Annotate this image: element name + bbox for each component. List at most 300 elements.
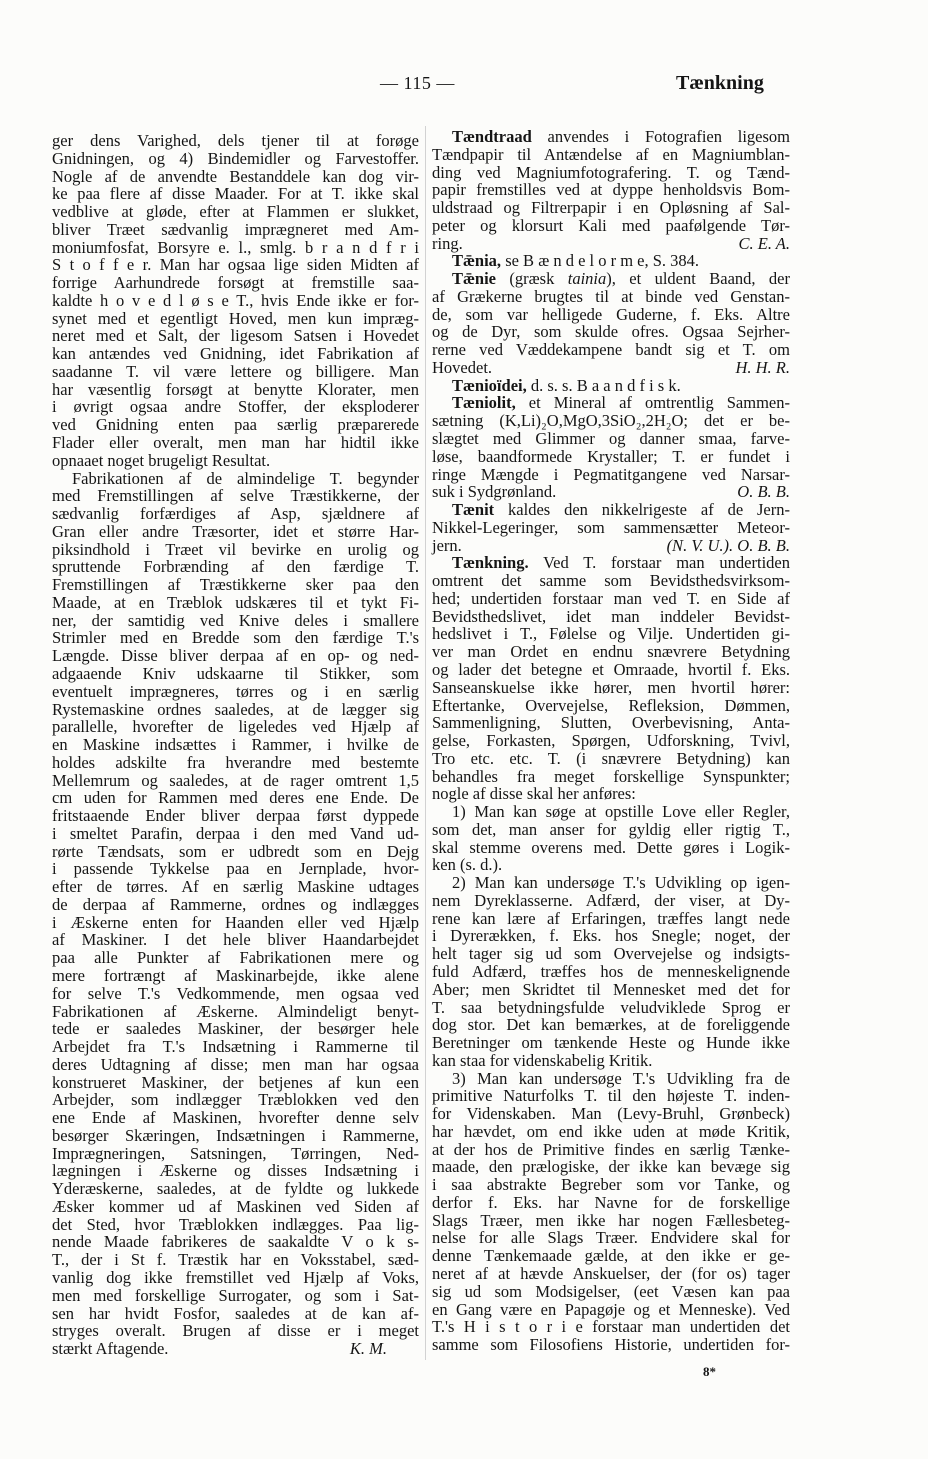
text-line xyxy=(52,701,419,719)
text-line xyxy=(432,1336,790,1354)
text-line xyxy=(432,448,790,466)
sheet-signature-mark: 8* xyxy=(703,1364,716,1379)
line-text: Sanseanskuelse ikke hører, men hvortil hører: xyxy=(432,677,790,697)
line-text: hed; undertiden forstaar man ved T. en Side af xyxy=(432,588,790,608)
text-line xyxy=(52,647,419,665)
line-text: med Fremstillingen af selve Træstikkerne, der xyxy=(52,486,419,506)
line-text: Bevidsthedslivet, idet man inddeler Bevidst- xyxy=(432,606,790,626)
text-line xyxy=(432,430,790,448)
line-text: i smeltet Parafin, derpaa i den med Vand ud- xyxy=(52,823,419,843)
headword: Tæniolit, xyxy=(452,393,516,413)
text-line xyxy=(52,967,419,985)
headword: Tændtraad xyxy=(452,127,532,146)
line-text: at der hos de Primitive findes en særlig Tænke- xyxy=(432,1139,790,1159)
line-text: Arbejder, som indlægger Træblokken ved den xyxy=(52,1090,419,1110)
italic-term: tainia xyxy=(567,269,607,289)
line-text: slægtet med Glimmer og danner smaa, farve- xyxy=(432,429,790,449)
line-text: de, som var helligede Guderne, f. Eks. Altre xyxy=(432,304,790,324)
line-text: ver man Ordet en endnu snævrere Betydning xyxy=(432,642,790,662)
text-line xyxy=(432,1176,790,1194)
line-text: mere fortrængt af Maskinarbejde, ikke alene xyxy=(52,965,419,985)
text-line xyxy=(432,1301,790,1319)
text-line xyxy=(432,323,790,341)
text-line xyxy=(432,341,790,359)
author-signature: (N. V. U.). O. B. B. xyxy=(666,535,790,555)
author-signature: K. M. xyxy=(349,1339,387,1359)
text-line xyxy=(432,945,790,963)
text-line xyxy=(432,927,790,945)
text-line xyxy=(52,931,419,949)
text-line xyxy=(52,594,419,612)
page-number: — 115 — xyxy=(380,73,455,93)
line-text: vanlig dog ikke fremstillet ved Hjælp af Voks, xyxy=(52,1268,419,1287)
headword: Tænit xyxy=(452,500,495,520)
line-text: Eftertanke, Overvejelse, Refleksion, Dømmen, xyxy=(432,695,790,715)
line-text: moniumfosfat, Borsyre e. l., smlg. b r a n d f r i xyxy=(52,237,419,257)
line-text: adgaaende Kniv udskaarne til Stikker, som xyxy=(52,663,419,683)
text-line xyxy=(432,910,790,928)
text-line xyxy=(432,466,790,484)
text-line xyxy=(52,1074,419,1092)
line-text: deres Udtagning af disse; men man har ogsaa xyxy=(52,1054,419,1074)
text-line xyxy=(52,416,419,434)
line-text: anvendes i Fotografien ligesom xyxy=(531,127,790,146)
text-line xyxy=(432,999,790,1017)
line-text: se B æ n d e l o r m e, S. 384. xyxy=(501,251,700,271)
line-text: parallelle, hvorefter de ligeledes ved Hjælp af xyxy=(52,717,419,737)
line-text: dog stor. Det kan bemærkes, at de foreliggende xyxy=(432,1015,790,1035)
text-line xyxy=(52,558,419,576)
text-line xyxy=(432,359,790,377)
author-signature: C. E. A. xyxy=(738,233,790,253)
line-text: gelse, Forkasten, Spørgen, Udforskning, Tvivl, xyxy=(432,731,790,751)
line-text: og de Dyr, som skulde ofres. Ogsaa Sejrher- xyxy=(432,322,790,342)
text-line xyxy=(432,288,790,306)
text-line xyxy=(52,1305,419,1323)
line-text: cm uden for Rammen med deres ene Ende. De xyxy=(52,788,419,808)
text-line xyxy=(432,235,790,253)
text-line xyxy=(52,398,419,416)
line-text: Sammenligning, Slutten, Overbevisning, Anta- xyxy=(432,713,790,733)
line-text: af Grækerne brugtes til at binde ved Genstan- xyxy=(432,286,790,306)
text-line xyxy=(432,128,790,146)
running-title: Tænkning xyxy=(676,72,764,94)
text-line xyxy=(52,239,419,257)
text-line xyxy=(52,327,419,345)
line-text: maade, den prælogiske, der ikke kan bevæge sig xyxy=(432,1157,790,1177)
text-line xyxy=(432,1087,790,1105)
line-text: Ved T. forstaar man undertiden xyxy=(528,553,790,573)
line-text: T. saa betydningsfulde veludviklede Sprog er xyxy=(432,997,790,1017)
text-line xyxy=(52,168,419,186)
line-body xyxy=(52,1340,168,1358)
line-text: som det, man anser for gyldig eller rigtig T., xyxy=(432,819,790,839)
line-body xyxy=(432,483,556,501)
line-text: lægningen i Æskerne og disses Indsætning i xyxy=(52,1161,419,1181)
line-text: sig ud som Modsigelser, (eet Væsen kan paa xyxy=(432,1281,790,1301)
line-text: neret med et Salt, der ligesom Satsen i Hovedet xyxy=(52,326,419,346)
text-line xyxy=(52,541,419,559)
text-line xyxy=(432,554,790,572)
text-line xyxy=(432,803,790,821)
line-text: T.'s H i s t o r i e forstaar man undertiden det xyxy=(432,1317,790,1337)
line-text: stryges overalt. Brugen af disse er i meget xyxy=(52,1321,419,1341)
text-line xyxy=(52,310,419,328)
line-text: ger dens Varighed, dels tjener til at forøge xyxy=(52,131,419,150)
headword: Tænioïdei, xyxy=(452,375,527,395)
line-text: ved Gnidning enten paa særlig præparerede xyxy=(52,415,419,435)
text-line xyxy=(52,1127,419,1145)
text-line xyxy=(432,768,790,786)
text-line xyxy=(432,590,790,608)
line-text: paa alle Punkter af Fabrikationen mere og xyxy=(52,948,419,968)
text-line xyxy=(52,470,419,488)
text-line xyxy=(432,146,790,164)
text-line xyxy=(432,164,790,182)
line-text: Strimler med en Bredde som den færdige T.'s xyxy=(52,628,419,648)
text-line xyxy=(432,1158,790,1176)
line-text: forrige Aarhundrede forsøgt at fremstille saa- xyxy=(52,273,419,293)
line-text: ene Ende af Maskinen, hvorefter denne selv xyxy=(52,1108,419,1128)
text-line xyxy=(432,306,790,324)
text-line xyxy=(52,736,419,754)
text-line xyxy=(52,1109,419,1127)
line-text: for Videnskaben. Man (Levy-Bruhl, Grønbeck) xyxy=(432,1104,790,1124)
text-line xyxy=(52,1198,419,1216)
line-text: af Maskiner. I det hele bliver Haandarbejdet xyxy=(52,930,419,950)
line-text: omtrent det samme som Bevidsthedsvirksom- xyxy=(432,571,790,591)
line-text: synet med et egentligt Hoved, men kun impræg- xyxy=(52,308,419,328)
text-line xyxy=(52,1233,419,1251)
text-line xyxy=(432,1212,790,1230)
headword: Tænkning. xyxy=(452,553,529,573)
text-line xyxy=(432,1194,790,1212)
line-text: Beretninger om tænkende Heste og Hunde ikke xyxy=(432,1033,790,1053)
line-text: Tro etc. etc. T. (i snævrere Betydning) kan xyxy=(432,748,790,768)
text-line xyxy=(52,878,419,896)
line-text: Fabrikationen af de almindelige T. begynder xyxy=(72,468,419,488)
line-text: Rystemaskine ordnes saaledes, at de lægger sig xyxy=(52,699,419,719)
line-text: Maade, at en Træblok udskæres til et tykt Fi- xyxy=(52,592,419,612)
text-line xyxy=(432,199,790,217)
text-line xyxy=(432,1283,790,1301)
line-text: fuld Adfærd, træffes hos de menneskelignende xyxy=(432,961,790,981)
text-line xyxy=(432,1016,790,1034)
line-text: løse, baandformede Krystaller; T. er fundet i xyxy=(432,446,790,466)
line-text: i øvrigt ogsaa andre Stoffer, der eksploderer xyxy=(52,397,419,417)
line-text: og lader det betegne et Omraade, hvortil f. Eks. xyxy=(432,659,790,679)
text-line xyxy=(52,843,419,861)
text-line xyxy=(432,181,790,199)
line-text: suk i Sydgrønland. xyxy=(432,482,557,502)
text-line xyxy=(52,825,419,843)
text-line xyxy=(432,217,790,235)
line-text: i Dyrerækken, f. Eks. hos Snegle; noget, der xyxy=(432,926,790,946)
text-line xyxy=(432,625,790,643)
line-text: kan staa for videnskabelig Kritik. xyxy=(432,1050,653,1070)
line-text: har væsentlig forsøgt at benytte Klorater, men xyxy=(52,379,419,399)
line-text: men med forskellige Surrogater, og som i Sat- xyxy=(52,1285,419,1305)
line-text: kaldte h o v e d l ø s e T., hvis Ende ikke er for- xyxy=(52,290,419,310)
text-line xyxy=(52,1340,419,1358)
line-text: vedblive at gløde, efter at Flammen er slukket, xyxy=(52,202,419,222)
text-line xyxy=(432,963,790,981)
text-line xyxy=(432,377,790,395)
text-line xyxy=(432,412,790,430)
text-line xyxy=(52,1322,419,1340)
text-line xyxy=(432,714,790,732)
text-line xyxy=(432,1141,790,1159)
line-text: tede er saaledes Maskiner, der besørger hele xyxy=(52,1019,419,1039)
text-line xyxy=(52,949,419,967)
text-line xyxy=(52,185,419,203)
headword: Tǣnie xyxy=(452,269,497,289)
text-line xyxy=(52,274,419,292)
text-line xyxy=(52,1003,419,1021)
text-line xyxy=(432,856,790,874)
text-line xyxy=(432,1247,790,1265)
text-line xyxy=(432,1318,790,1336)
text-line xyxy=(52,1251,419,1269)
line-text: Yderæskerne, saaledes, at de fyldte og lukkede xyxy=(52,1179,419,1199)
line-text: for selve T.'s Vedkommende, men ogsaa ved xyxy=(52,983,419,1003)
text-line xyxy=(52,914,419,932)
line-text: i passende Tykkelse paa en Jernplade, hvor- xyxy=(52,859,419,879)
text-line xyxy=(52,860,419,878)
line-text: saadanne T. vil være lettere og billigere. Man xyxy=(52,361,419,381)
line-text: Nogle af de anvendte Bestanddele kan dog vir- xyxy=(52,166,419,186)
text-line xyxy=(432,483,790,501)
line-text: de derpaa af Rammerne, ordnes og indlægges xyxy=(52,894,419,914)
line-text: primitive Naturfolks T. til den højeste T. inden- xyxy=(432,1086,790,1106)
line-text: bliver Træet sædvanlig imprægneret med Am- xyxy=(52,219,419,239)
line-text: S t o f f e r. Man har ogsaa lige siden Midten af xyxy=(52,255,419,275)
line-text: papir fremstilles ved at dyppe henholdsvis Bom- xyxy=(432,180,790,200)
line-text: rerne ved Væddekampene bandt sig et T. om xyxy=(432,340,790,360)
line-text: rene kan lære af Erfaringen, træffes langt nede xyxy=(432,908,790,928)
line-text: ke paa flere af disse Maader. For at T. ikke skal xyxy=(52,184,419,204)
left-column xyxy=(52,132,419,1358)
text-line xyxy=(52,576,419,594)
text-line xyxy=(52,1091,419,1109)
line-text: efter de tørres. Af en særlig Maskine udtages xyxy=(52,877,419,897)
text-line xyxy=(432,661,790,679)
text-line xyxy=(432,1070,790,1088)
text-line xyxy=(432,821,790,839)
text-line xyxy=(432,1052,790,1070)
author-signature: O. B. B. xyxy=(737,482,790,502)
line-text: jern. xyxy=(432,535,462,555)
line-text: samme som Filosofiens Historie, undertiden for- xyxy=(432,1335,790,1355)
line-text: T., der i St f. Træstik har en Voksstabel, sæd- xyxy=(52,1250,419,1270)
line-text: sen har hvidt Fosfor, saaledes at de kan af- xyxy=(52,1303,419,1323)
text-line xyxy=(432,750,790,768)
line-text: 1) Man kan søge at opstille Love eller Regler, xyxy=(452,802,790,822)
author-signature: H. H. R. xyxy=(735,357,790,377)
text-line xyxy=(52,896,419,914)
text-line xyxy=(52,505,419,523)
line-text: i Æskerne enten for Haanden eller ved Hjælp xyxy=(52,912,419,932)
line-text: ding ved Magniumfotografering. T. og Tænd- xyxy=(432,162,790,182)
line-text: Tændpapir til Antændelse af en Magniumblan- xyxy=(432,144,790,164)
text-line xyxy=(432,572,790,590)
line-text: skal stemme overens med. Dette gøres i Logik- xyxy=(432,837,790,857)
line-text: nem Dyreklasserne. Adfærd, der viser, at Dy- xyxy=(432,890,790,910)
line-text: ner, der samtidig ved Knive deles i smallere xyxy=(52,610,419,630)
line-text: ken (s. d.). xyxy=(432,855,503,875)
line-text: nogle af disse skal her anføres: xyxy=(432,784,636,804)
line-text: Nikkel-Legeringer, som sammensætter Meteor- xyxy=(432,517,790,537)
line-text: behandles fra meget forskellige Synspunkter; xyxy=(432,766,790,786)
text-line xyxy=(52,523,419,541)
line-text: Æsker kommer ud af Maskinen ved Siden af xyxy=(52,1196,419,1216)
line-text: Slags Træer, men ikke har nogen Fællesbeteg- xyxy=(432,1210,790,1230)
text-line xyxy=(432,874,790,892)
line-text: rørte Tændsats, som er udbredt som en Dejg xyxy=(52,841,419,861)
line-text: 2) Man kan undersøge T.'s Udvikling op igen- xyxy=(452,873,790,893)
text-line xyxy=(52,665,419,683)
text-line xyxy=(432,252,790,270)
column-rule xyxy=(425,126,426,1360)
line-text: holdes adskilte fra hverandre med bestemte xyxy=(52,752,419,772)
text-line xyxy=(52,487,419,505)
line-text: i saa abstrakte Begreber som vor Tanke, og xyxy=(432,1175,790,1195)
line-text: Imprægneringen, Satsningen, Tørringen, Ned- xyxy=(52,1143,419,1163)
line-text: Længde. Disse bliver derpaa af en op- og ned- xyxy=(52,646,419,666)
line-text: fritstaaende Ender bliver derpaa først dyppede xyxy=(52,806,419,826)
text-line xyxy=(52,1162,419,1180)
text-line xyxy=(432,892,790,910)
text-line xyxy=(52,718,419,736)
line-text: Arbejdet fra T.'s Indsætning i Rammerne til xyxy=(52,1037,419,1057)
text-line xyxy=(432,1265,790,1283)
line-text: helt tager sig ud som Overvejelse og indsigts- xyxy=(432,944,790,964)
line-body xyxy=(432,235,463,253)
line-text: spruttende Forbrænding af den færdige T. xyxy=(52,557,419,577)
text-line xyxy=(432,697,790,715)
text-line xyxy=(52,203,419,221)
text-line xyxy=(52,985,419,1003)
text-line xyxy=(52,629,419,647)
text-line xyxy=(52,221,419,239)
line-text: ringe Mængde i Pegmatitgangene ved Narsar- xyxy=(432,464,790,484)
line-text: Gran eller andre Træsorter, idet et større Har- xyxy=(52,521,419,541)
line-text: stærkt Aftagende. xyxy=(52,1339,169,1359)
text-line xyxy=(52,754,419,772)
text-line xyxy=(432,785,790,803)
text-line xyxy=(52,256,419,274)
text-line xyxy=(52,1020,419,1038)
text-line xyxy=(52,363,419,381)
line-text: Hovedet. xyxy=(432,357,493,377)
line-text: Flader eller overalt, men man har hidtil ikke xyxy=(52,433,419,453)
line-text: peter og klorsurt Kali med paafølgende Tør- xyxy=(432,215,790,235)
text-line xyxy=(52,789,419,807)
line-text: ring. xyxy=(432,233,463,253)
line-text: Fabrikationen af Æskerne. Almindeligt benyt- xyxy=(52,1001,419,1021)
line-text: Fremstillingen af Træstikkerne sker paa den xyxy=(52,575,419,595)
text-line xyxy=(52,1180,419,1198)
line-text: neret af at hævde Anskuelser, der (for os) tager xyxy=(432,1264,790,1283)
text-line xyxy=(52,452,419,470)
line-body xyxy=(432,537,462,555)
line-text: d. s. s. B a a n d f i s k. xyxy=(526,375,681,395)
line-text: piksindhold i Træet vil bevirke en urolig og xyxy=(52,539,419,559)
line-text: Gnidningen, og 4) Bindemidler og Farvestoffer. xyxy=(52,148,419,168)
text-line xyxy=(52,612,419,630)
line-text: sætning (K,Li)₂O,MgO,3SiO₂,2H₂O; det er be- xyxy=(432,411,790,431)
line-text: en Gang være en Papagøje og et Menneske). Ved xyxy=(432,1299,790,1319)
line-text: sædvanlig forfærdiges af Asp, sjældnere af xyxy=(52,504,419,524)
text-line xyxy=(52,132,419,150)
text-line xyxy=(52,381,419,399)
text-line xyxy=(52,1145,419,1163)
line-text: et Mineral af omtrentlig Sammen- xyxy=(515,393,790,413)
text-line xyxy=(52,150,419,168)
line-text: eventuelt imprægneres, tørres og i en særlig xyxy=(52,681,419,701)
line-text: har hævdet, om end ikke uden at møde Kritik, xyxy=(432,1121,790,1141)
text-line xyxy=(432,608,790,626)
text-line xyxy=(52,683,419,701)
text-line xyxy=(432,839,790,857)
text-line xyxy=(52,772,419,790)
line-text: denne Tænkemaade gælde, at den ikke er ge- xyxy=(432,1246,790,1266)
text-line xyxy=(432,1105,790,1123)
line-text: opnaaet noget brugeligt Resultat. xyxy=(52,450,271,470)
text-line xyxy=(52,1216,419,1234)
text-line xyxy=(432,1229,790,1247)
text-line xyxy=(432,394,790,412)
text-line xyxy=(432,643,790,661)
line-text: kaldes den nikkelrigeste af de Jern- xyxy=(494,500,790,520)
text-line xyxy=(432,519,790,537)
line-text: det Sted, hvor Træblokken indlægges. Paa lig- xyxy=(52,1214,419,1234)
text-line xyxy=(52,807,419,825)
text-line xyxy=(432,537,790,555)
line-text: nende Maade fabrikeres de saakaldte V o k s- xyxy=(52,1232,419,1252)
line-text: ), et uldent Baand, der xyxy=(606,269,790,289)
text-line xyxy=(52,345,419,363)
line-text: en Maskine indsættes i Rammer, i hvilke de xyxy=(52,735,419,755)
line-text: hedslivet i T., Følelse og Vilje. Undertiden gi- xyxy=(432,624,790,644)
line-text: kan antændes ved Gnidning, idet Fabrikation af xyxy=(52,344,419,364)
text-line xyxy=(432,732,790,750)
line-text: besørger Skæringen, Indsætningen i Rammerne, xyxy=(52,1125,419,1145)
text-line xyxy=(52,434,419,452)
line-text: Mellemrum og saaledes, at de rager omtrent 1,5 xyxy=(52,770,419,790)
text-line xyxy=(52,292,419,310)
line-text: (græsk xyxy=(496,269,568,289)
line-body xyxy=(432,359,492,377)
text-line xyxy=(432,679,790,697)
text-line xyxy=(432,270,790,288)
text-line xyxy=(52,1056,419,1074)
line-text: uldstraad og Filtrerpapir i en Opløsning af Sal- xyxy=(432,198,790,218)
line-text: nelse for alle Slags Træer. Endvidere skal for xyxy=(432,1228,790,1248)
text-line xyxy=(432,1034,790,1052)
text-line xyxy=(52,1287,419,1305)
line-text: Aber; men Skridtet til Mennesket med det for xyxy=(432,979,790,999)
headword: Tǣnia, xyxy=(452,251,502,271)
text-line xyxy=(432,501,790,519)
text-line xyxy=(52,1269,419,1287)
line-text: 3) Man kan undersøge T.'s Udvikling fra de xyxy=(452,1068,790,1088)
right-column xyxy=(432,128,790,1354)
text-line xyxy=(52,1038,419,1056)
line-text: derfor f. Eks. har Navne for de forskellige xyxy=(432,1192,790,1212)
text-line xyxy=(432,1123,790,1141)
line-text: konstrueret Maskiner, der betjenes af kun een xyxy=(52,1072,419,1092)
